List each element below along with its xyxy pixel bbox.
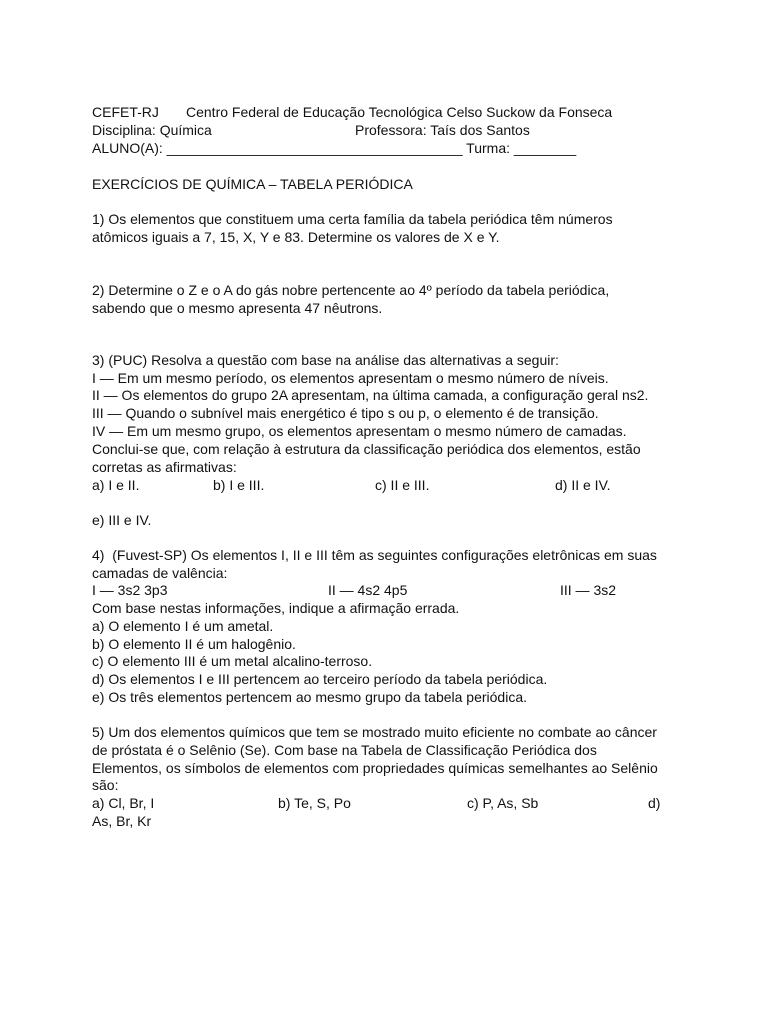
q1-line: atômicos iguais a 7, 15, X, Y e 83. Determine os valores de X e Y. — [92, 229, 500, 245]
q5-line: são: — [92, 777, 119, 793]
q4-option-a: a) O elemento I é um ametal. — [92, 618, 274, 634]
q5-option-c: c) P, As, Sb — [467, 795, 539, 811]
q4-config-iii: III — 3s2 — [560, 582, 617, 598]
institution-full: Centro Federal de Educação Tecnológica Celso Suckow da Fonseca — [186, 104, 613, 120]
q2-line: 2) Determine o Z e o A do gás nobre pertencente ao 4º período da tabela periódica, — [92, 282, 610, 298]
q3-options-row — [92, 476, 611, 494]
q5-option-a: a) Cl, Br, I — [92, 795, 155, 811]
institution-short: CEFET-RJ — [92, 104, 159, 120]
q3-line: I — Em um mesmo período, os elementos apresentam o mesmo número de níveis. — [92, 370, 609, 386]
q4-option-c: c) O elemento III é um metal alcalino-terroso. — [92, 653, 373, 669]
discipline: Disciplina: Química — [92, 122, 212, 138]
q5-line: Elementos, os símbolos de elementos com propriedades químicas semelhantes ao Selênio — [92, 760, 658, 776]
q4-prompt: Com base nestas informações, indique a afirmação errada. — [92, 600, 460, 616]
q4-line: camadas de valência: — [92, 565, 228, 581]
q3-option-e: e) III e IV. — [92, 512, 152, 528]
q5-option-d-continued: As, Br, Kr — [92, 813, 152, 829]
q5-line: 5) Um dos elementos químicos que tem se mostrado muito eficiente no combate ao câncer — [92, 724, 657, 740]
q4-configs-row — [92, 581, 617, 599]
q3-option-d: d) II e IV. — [555, 477, 611, 493]
q3-option-a: a) I e II. — [92, 477, 140, 493]
q4-option-b: b) O elemento II é um halogênio. — [92, 636, 296, 652]
q3-line: IV — Em um mesmo grupo, os elementos apresentam o mesmo número de camadas. — [92, 423, 627, 439]
q4-config-ii: II — 4s2 4p5 — [328, 582, 408, 598]
q4-line: 4) (Fuvest-SP) Os elementos I, II e III têm as seguintes configurações eletrônicas em suas — [92, 547, 657, 563]
q1-line: 1) Os elementos que constituem uma certa família da tabela periódica têm números — [92, 211, 613, 227]
q5-options-row — [92, 794, 661, 812]
q3-line: II — Os elementos do grupo 2A apresentam, na última camada, a configuração geral ns2. — [92, 387, 649, 403]
q3-line: III — Quando o subnível mais energético é tipo s ou p, o elemento é de transição. — [92, 405, 599, 421]
q5-line: de próstata é o Selênio (Se). Com base na Tabela de Classificação Periódica dos — [92, 742, 597, 758]
page-title: EXERCÍCIOS DE QUÍMICA – TABELA PERIÓDICA — [92, 176, 413, 192]
q3-line: Conclui-se que, com relação à estrutura da classificação periódica dos elementos, estão — [92, 441, 641, 457]
q3-line: 3) (PUC) Resolva a questão com base na análise das alternativas a seguir: — [92, 352, 559, 368]
q4-option-e: e) Os três elementos pertencem ao mesmo grupo da tabela periódica. — [92, 689, 528, 705]
teacher: Professora: Taís dos Santos — [355, 122, 530, 138]
q2-line: sabendo que o mesmo apresenta 47 nêutrons. — [92, 300, 383, 316]
q5-option-d: d) — [648, 795, 661, 811]
q4-option-d: d) Os elementos I e III pertencem ao terceiro período da tabela periódica. — [92, 671, 548, 687]
student-line: ALUNO(A): ______________________________________ Turma: ________ — [92, 140, 577, 156]
q3-line: corretas as afirmativas: — [92, 459, 237, 475]
q3-option-b: b) I e III. — [213, 477, 265, 493]
q4-config-i: I — 3s2 3p3 — [92, 582, 168, 598]
q5-option-b: b) Te, S, Po — [278, 795, 351, 811]
header-institution-line — [92, 103, 613, 121]
q3-option-c: c) II e III. — [375, 477, 430, 493]
header-discipline-line — [92, 121, 530, 139]
